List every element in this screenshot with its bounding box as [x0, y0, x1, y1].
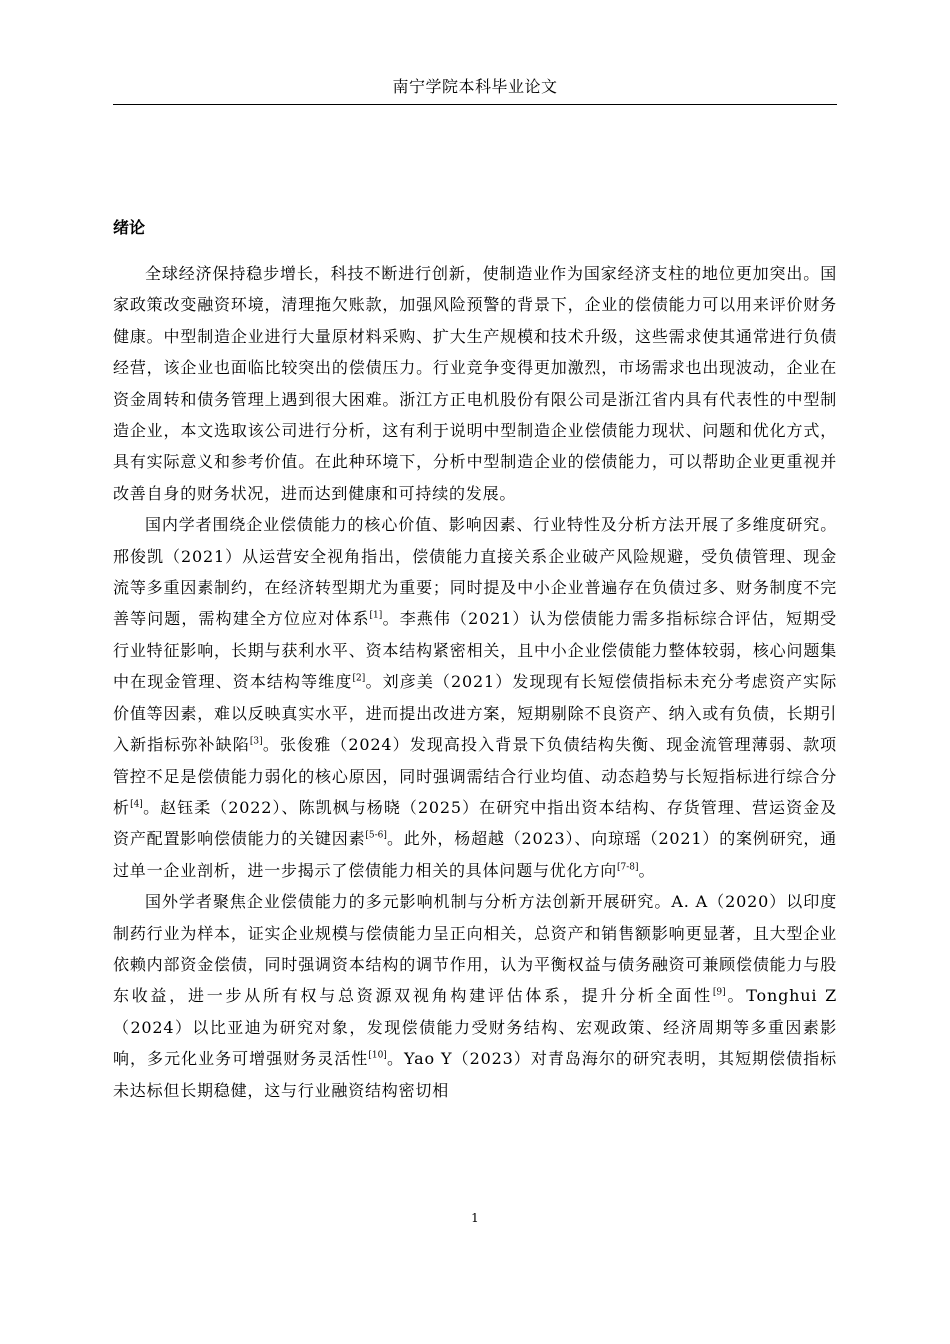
paragraph-text: 全球经济保持稳步增长，科技不断进行创新，使制造业作为国家经济支柱的地位更加突出。国家政策改变融资环境，清理拖欠账款，加强风险预警的背景下，企业的偿债能力可以用来评价财务健康。中型制造企业进行大量原材料采购、扩大生产规模和技术升级，这些需求使其通常进行负债经营，该企业也面临比较突出的偿债压力。行业竞争变得更加激烈，市场需求也出现波动，企业在资金周转和债务管理上遇到很大困难。浙江方正电机股份有限公司是浙江省内具有代表性的中型制造企业，本文选取该公司进行分析，这有利于说明中型制造企业偿债能力现状、问题和优化方式，具有实际意义和参考价值。在此种环境下，分析中型制造企业的偿债能力，可以帮助企业更重视并改善自身的财务状况，进而达到健康和可持续的发展。: [113, 264, 837, 503]
paragraph-text: 。赵钰柔（2022）、陈凯枫与杨晓（2025）在研究中指出资本结构、存货管理、营运资金及资产配置影响偿债能力的关键因素: [113, 797, 837, 849]
section-title: 绪论: [113, 218, 146, 237]
paragraph-text: 。刘彦美（2021）发现现有长短偿债指标未充分考虑资产实际价值等因素，难以反映真实水平，进而提出改进方案，短期剔除不良资产、纳入或有负债，长期引入新指标弥补缺陷: [113, 672, 838, 755]
paragraph-text: 。李燕伟（2021）认为偿债能力需多指标综合评估，短期受行业特征影响，长期与获利水平、资本结构紧密相关，且中小企业偿债能力整体较弱，核心问题集中在现金管理、资本结构等维度: [113, 609, 837, 692]
citation-marker: [3]: [249, 736, 263, 747]
paragraph-text: 。: [638, 860, 656, 880]
body-paragraph: [113, 258, 837, 509]
page-header: [113, 74, 837, 105]
page-content: [113, 212, 837, 1106]
header-title: 南宁学院本科毕业论文: [392, 77, 558, 96]
paragraph-text: 。Tonghui Z（2024）以比亚迪为研究对象，发现偿债能力受财务结构、宏观政策、经济周期等多重因素影响，多元化业务可增强财务灵活性: [113, 986, 837, 1069]
citation-marker: [5-6]: [365, 830, 387, 841]
citation-marker: [1]: [369, 611, 383, 622]
paragraph-text: 。Yao Y（2023）对青岛海尔的研究表明，其短期偿债指标未达标但长期稳健，这与行业融资结构密切相: [113, 1049, 837, 1100]
citation-marker: [7-8]: [617, 862, 639, 873]
page-number: 1: [471, 1211, 479, 1225]
citation-marker: [4]: [130, 799, 143, 810]
paragraph-text: 。张俊雅（2024）发现高投入背景下负债结构失衡、现金流管理薄弱、款项管控不足是偿债能力弱化的核心原因，同时强调需结合行业均值、动态趋势与长短指标进行综合分析: [113, 735, 837, 817]
paragraph-text: 。此外，杨超越（2023）、向琼瑶（2021）的案例研究，通过单一企业剖析，进一步揭示了偿债能力相关的具体问题与优化方向: [113, 829, 837, 880]
body-paragraphs: [113, 258, 837, 1106]
citation-marker: [9]: [712, 988, 726, 999]
body-paragraph: [113, 886, 837, 1106]
citation-marker: [2]: [352, 673, 366, 684]
paragraph-text: 国内学者围绕企业偿债能力的核心价值、影响因素、行业特性及分析方法开展了多维度研究。邢俊凯（2021）从运营安全视角指出，偿债能力直接关系企业破产风险规避，受负债管理、现金流等多重因素制约，在经济转型期尤为重要；同时提及中小企业普遍存在负债过多、财务制度不完善等问题，需构建全方位应对体系: [113, 515, 837, 629]
body-paragraph: [113, 509, 837, 886]
citation-marker: [10]: [368, 1050, 387, 1061]
paragraph-text: 国外学者聚焦企业偿债能力的多元影响机制与分析方法创新开展研究。A. A（2020）以印度制药行业为样本，证实企业规模与偿债能力呈正向相关，总资产和销售额影响更显著，且大型企业依赖内部资金偿债，同时强调资本结构的调节作用，认为平衡权益与债务融资可兼顾偿债能力与股东收益，进一步从所有权与总资源双视角构建评估体系，提升分析全面性: [113, 892, 837, 1006]
